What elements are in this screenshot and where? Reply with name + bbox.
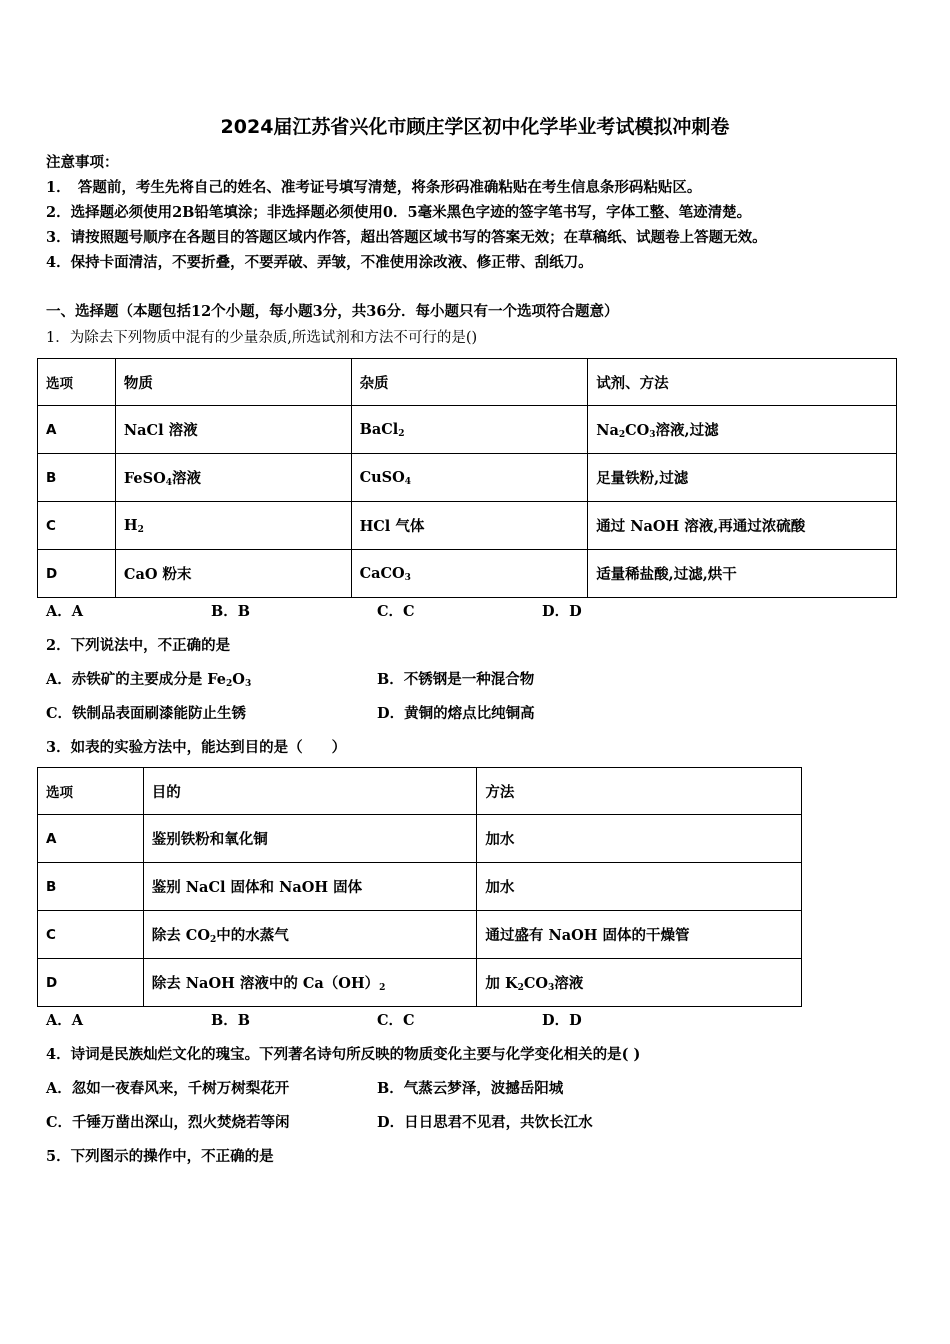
subscript: 2 — [209, 935, 217, 945]
table-cell: 加水 — [477, 815, 802, 863]
table-cell — [351, 406, 588, 454]
question-5-stem: 5．下列图示的操作中，不正确的是 — [46, 1148, 274, 1165]
formula: BaCl — [359, 420, 399, 438]
table-header: 选项 — [38, 359, 116, 406]
question-1-stem: 1．为除去下列物质中混有的少量杂质,所选试剂和方法不可行的是() — [46, 330, 478, 346]
table-header: 方法 — [477, 768, 802, 815]
table-row — [38, 959, 802, 1007]
subscript: 4 — [165, 478, 173, 488]
question-3-stem: 3．如表的实验方法中，能达到目的是（ ） — [46, 739, 347, 756]
table-cell — [143, 959, 477, 1007]
subscript: 4 — [404, 476, 412, 487]
table-header: 杂质 — [351, 359, 588, 406]
option-b: B．气蒸云梦泽，波撼岳阳城 — [377, 1080, 564, 1097]
formula: CO — [523, 975, 548, 992]
table-cell: B — [38, 863, 144, 911]
table-cell — [351, 550, 588, 598]
cell-text: 除去 CO — [151, 927, 210, 944]
page-title: 2024届江苏省兴化市顾庄学区初中化学毕业考试模拟冲刺卷 — [220, 116, 730, 138]
table-row — [38, 406, 897, 454]
formula: CO — [625, 422, 650, 439]
table-cell: CaO 粉末 — [115, 550, 351, 598]
cell-text: 加 K — [485, 975, 518, 992]
table-header: 目的 — [143, 768, 477, 815]
table-header: 物质 — [115, 359, 351, 406]
table-cell — [115, 454, 351, 502]
subscript: 2 — [379, 983, 386, 993]
table-row — [38, 815, 802, 863]
subscript: 3 — [548, 983, 555, 993]
cell-text: 溶液 — [172, 470, 202, 487]
cell-text: 中的水蒸气 — [216, 927, 289, 944]
table-cell: A — [38, 815, 144, 863]
table-header-row — [38, 359, 897, 406]
option-d: D．黄铜的熔点比纯铜高 — [377, 705, 535, 722]
option-c: C．千锤万凿出深山，烈火焚烧若等闲 — [46, 1114, 290, 1131]
table-header-row — [38, 768, 802, 815]
notice-item: 2．选择题必须使用2B铅笔填涂；非选择题必须使用0．5毫米黑色字迹的签字笔书写，字体工整、笔迹清楚。 — [46, 204, 752, 221]
table-cell: D — [38, 959, 144, 1007]
cell-text: 除去 NaOH 溶液中的 Ca（OH） — [151, 975, 380, 992]
option-c: C．铁制品表面刷漆能防止生锈 — [46, 705, 247, 722]
option-d: D．日日思君不见君，共饮长江水 — [377, 1114, 593, 1131]
table-cell: A — [38, 406, 116, 454]
notice-item: 3．请按照题号顺序在各题目的答题区域内作答，超出答题区域书写的答案无效；在草稿纸、试题卷上答题无效。 — [46, 229, 767, 246]
table-cell — [477, 959, 802, 1007]
table-header: 选项 — [38, 768, 144, 815]
table-cell — [115, 502, 351, 550]
table-cell: 加水 — [477, 863, 802, 911]
section-heading: 一、选择题（本题包括12个小题，每小题3分，共36分．每小题只有一个选项符合题意） — [46, 303, 619, 320]
formula: CuSO — [359, 468, 405, 486]
table-cell: 适量稀盐酸,过滤,烘干 — [588, 550, 897, 598]
table-row — [38, 502, 897, 550]
subscript: 2 — [137, 524, 144, 535]
table-cell — [143, 911, 477, 959]
table-cell: 通过 NaOH 溶液,再通过浓硫酸 — [588, 502, 897, 550]
option-a: A．A — [46, 1012, 84, 1029]
formula: O — [232, 671, 245, 688]
question-2-stem: 2．下列说法中，不正确的是 — [46, 637, 231, 654]
question-3-table — [37, 767, 802, 1007]
notice-item: 1． 答题前，考生先将自己的姓名、准考证号填写清楚，将条形码准确粘贴在考生信息条形码粘贴区。 — [46, 179, 702, 196]
question-4-stem: 4．诗词是民族灿烂文化的瑰宝。下列著名诗句所反映的物质变化主要与化学变化相关的是( ) — [46, 1046, 641, 1063]
table-cell — [351, 454, 588, 502]
table-cell: C — [38, 911, 144, 959]
option-a: A．忽如一夜春风来，千树万树梨花开 — [46, 1080, 290, 1097]
cell-text: 溶液,过滤 — [655, 422, 719, 439]
table-cell: D — [38, 550, 116, 598]
subscript: 2 — [517, 983, 524, 993]
option-c: C．C — [377, 603, 415, 620]
notice-heading: 注意事项： — [46, 154, 119, 171]
formula: CaCO — [359, 564, 405, 582]
option-d: D．D — [542, 1012, 582, 1029]
table-cell: 通过盛有 NaOH 固体的干燥管 — [477, 911, 802, 959]
option-a: A．A — [46, 603, 84, 620]
notice-item: 4．保持卡面清洁，不要折叠，不要弄破、弄皱，不准使用涂改液、修正带、刮纸刀。 — [46, 254, 593, 271]
subscript: 3 — [244, 679, 252, 689]
table-cell: NaCl 溶液 — [115, 406, 351, 454]
subscript: 3 — [404, 572, 411, 583]
formula: Na — [596, 422, 619, 439]
question-1-table — [37, 358, 897, 598]
option-a — [46, 668, 251, 689]
table-cell: 足量铁粉,过滤 — [588, 454, 897, 502]
formula: H — [123, 516, 138, 534]
subscript: 3 — [649, 430, 656, 440]
formula: FeSO — [123, 470, 166, 487]
subscript: 2 — [618, 430, 626, 440]
table-cell: HCl 气体 — [351, 502, 588, 550]
table-row — [38, 454, 897, 502]
table-cell — [588, 406, 897, 454]
option-c: C．C — [377, 1012, 415, 1029]
table-cell: 鉴别 NaCl 固体和 NaOH 固体 — [143, 863, 477, 911]
option-d: D．D — [542, 603, 582, 620]
option-b: B．不锈钢是一种混合物 — [377, 671, 535, 688]
subscript: 2 — [226, 679, 233, 689]
table-row — [38, 863, 802, 911]
table-cell: C — [38, 502, 116, 550]
option-b: B．B — [211, 1012, 251, 1029]
table-row — [38, 911, 802, 959]
table-cell: B — [38, 454, 116, 502]
table-header: 试剂、方法 — [588, 359, 897, 406]
table-row — [38, 550, 897, 598]
option-b: B．B — [211, 603, 251, 620]
option-text: A．赤铁矿的主要成分是 Fe — [46, 671, 227, 688]
subscript: 2 — [398, 428, 405, 439]
table-cell: 鉴别铁粉和氧化铜 — [143, 815, 477, 863]
cell-text: 溶液 — [554, 975, 584, 992]
